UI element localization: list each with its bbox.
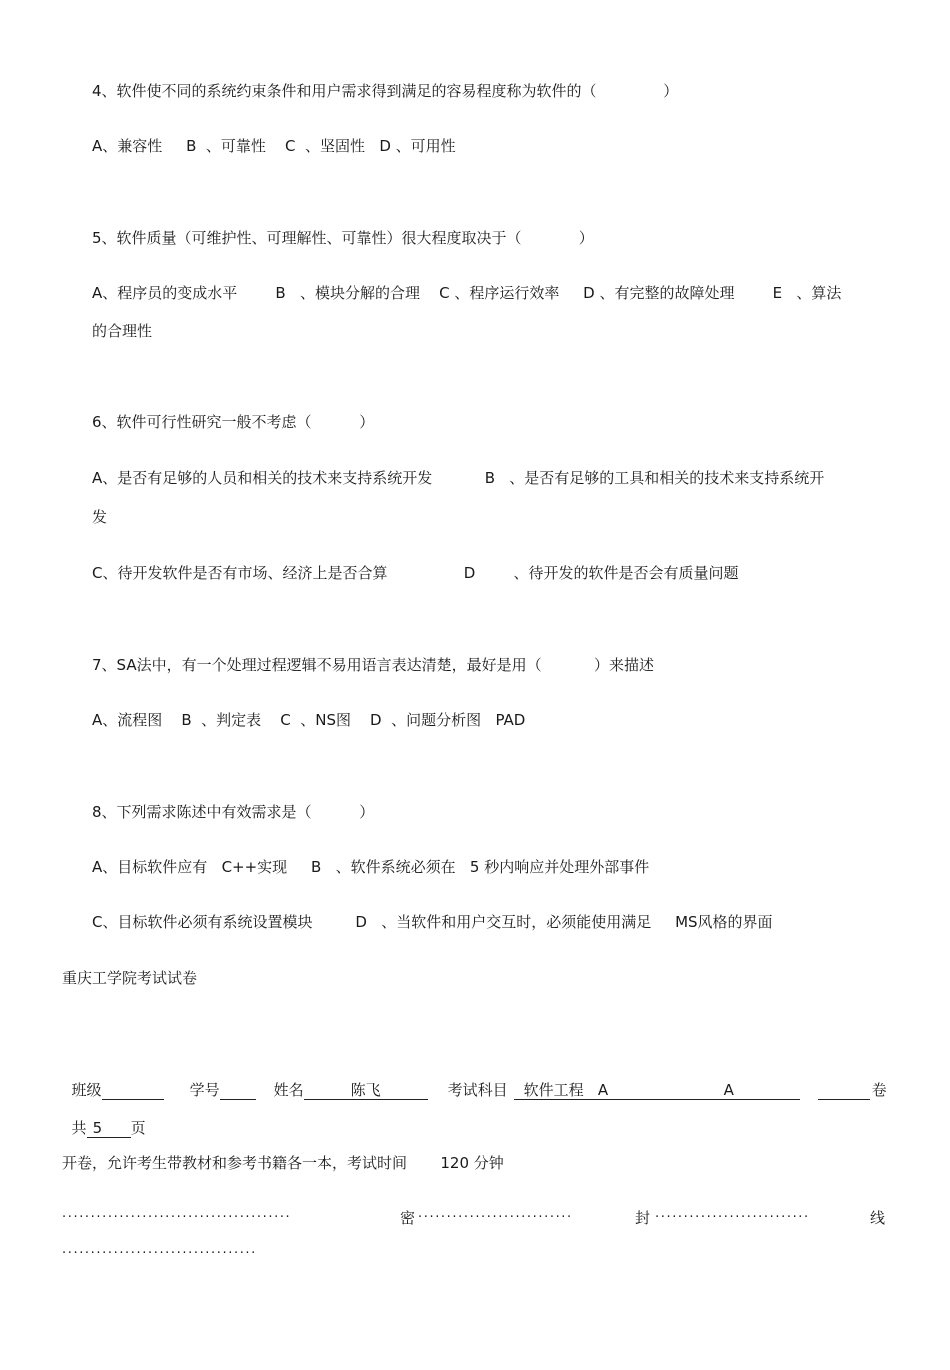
question-4-stem: 4、软件使不同的系统约束条件和用户需求得到满足的容易程度称为软件的（ ） bbox=[92, 82, 679, 100]
seal-char-xian: 线 bbox=[870, 1209, 886, 1227]
question-6-options-ab-cont: 发 bbox=[92, 508, 108, 526]
seal-dots-4: ·································· bbox=[62, 1246, 257, 1261]
subject-label: 考试科目 bbox=[447, 1081, 508, 1099]
question-6-options-ab: A、是否有足够的人员和相关的技术来支持系统开发 B 、是否有足够的工具和相关的技术来支持系统开 bbox=[92, 469, 825, 487]
question-4-options: A、兼容性 B 、可靠性 C 、坚固性 D 、可用性 bbox=[92, 137, 456, 155]
exam-info-line bbox=[62, 1060, 887, 1100]
question-8-options-ab: A、目标软件应有 C++实现 B 、软件系统必须在 5 秒内响应并处理外部事件 bbox=[92, 858, 650, 876]
total-prefix: 共 bbox=[71, 1119, 87, 1137]
total-pages-value: 5 bbox=[87, 1119, 131, 1138]
student-id-label: 学号 bbox=[189, 1081, 220, 1099]
paper-value: A bbox=[724, 1081, 800, 1100]
paper-blank bbox=[818, 1081, 870, 1100]
question-8-stem: 8、下列需求陈述中有效需求是（ ） bbox=[92, 803, 375, 821]
question-7-stem: 7、SA法中，有一个处理过程逻辑不易用语言表达清楚，最好是用（ ）来描述 bbox=[92, 656, 655, 674]
total-pages-line bbox=[62, 1098, 146, 1138]
question-5-options-cont: 的合理性 bbox=[92, 322, 153, 340]
seal-dots-3: ··························· bbox=[655, 1210, 810, 1225]
question-7-options: A、流程图 B 、判定表 C 、NS图 D 、问题分析图 PAD bbox=[92, 711, 526, 729]
seal-char-feng: 封 bbox=[635, 1209, 651, 1227]
question-8-options-cd: C、目标软件必须有系统设置模块 D 、当软件和用户交互时，必须能使用满足 MS风格的界面 bbox=[92, 913, 773, 931]
paper-suffix: 卷 bbox=[871, 1081, 887, 1099]
name-label: 姓名 bbox=[273, 1081, 304, 1099]
total-suffix: 页 bbox=[130, 1119, 146, 1137]
seal-char-mi: 密 bbox=[400, 1209, 416, 1227]
student-id-blank bbox=[220, 1081, 256, 1100]
question-6-options-cd: C、待开发软件是否有市场、经济上是否合算 D 、待开发的软件是否会有质量问题 bbox=[92, 564, 739, 582]
question-6-stem: 6、软件可行性研究一般不考虑（ ） bbox=[92, 413, 375, 431]
question-5-options: A、程序员的变成水平 B 、模块分解的合理 C 、程序运行效率 D 、有完整的故障处理 E 、算法 bbox=[92, 284, 842, 302]
seal-dots-1: ········································ bbox=[62, 1210, 292, 1225]
question-5-stem: 5、软件质量（可维护性、可理解性、可靠性）很大程度取决于（ ） bbox=[92, 229, 594, 247]
class-label: 班级 bbox=[71, 1081, 102, 1099]
subject-value: 软件工程 A bbox=[514, 1081, 724, 1100]
school-title: 重庆工学院考试试卷 bbox=[62, 969, 198, 987]
seal-dots-2: ··························· bbox=[418, 1210, 573, 1225]
exam-instructions: 开卷，允许考生带教材和参考书籍各一本，考试时间 120 分钟 bbox=[62, 1154, 504, 1172]
name-value: 陈飞 bbox=[304, 1081, 428, 1100]
